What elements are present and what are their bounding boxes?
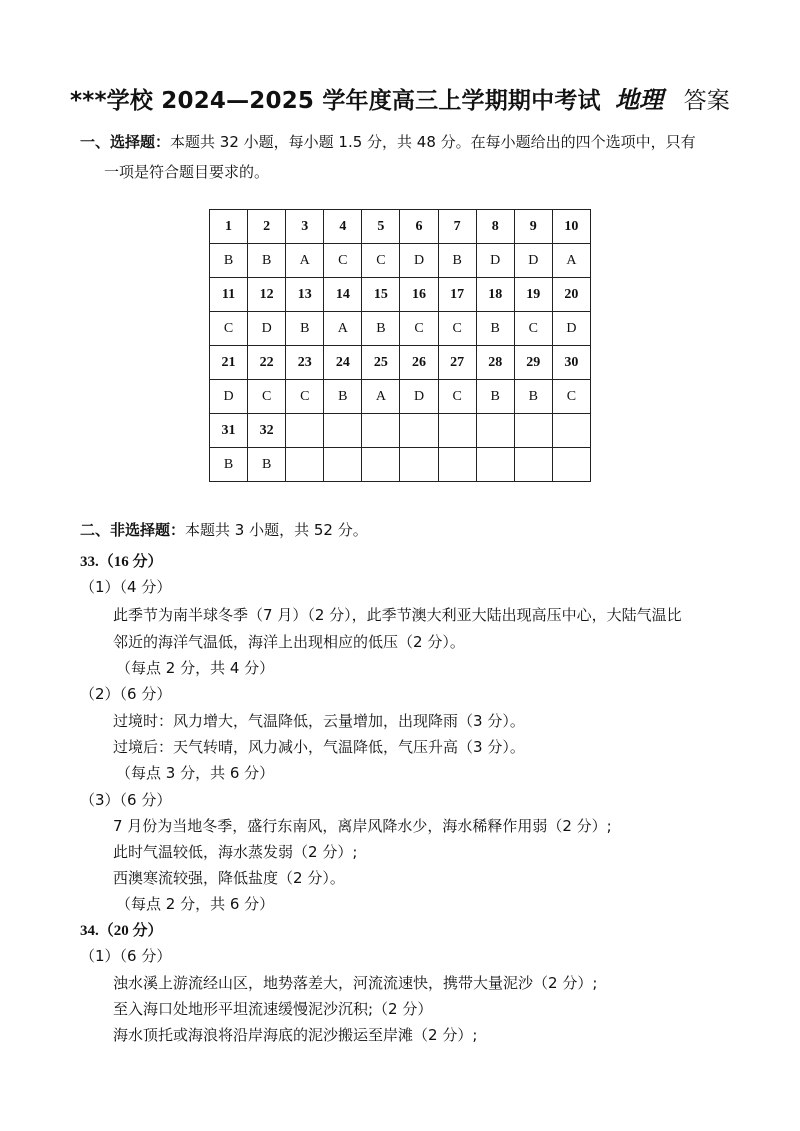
q33-part3-heading: （3）（6 分） — [80, 791, 172, 809]
section-2-label: 二、非选择题： — [80, 521, 186, 539]
q34-part1-line2: 至入海口处地形平坦流速缓慢泥沙沉积;（2 分） — [113, 1000, 433, 1018]
answer-cell: A — [286, 244, 324, 278]
q33-part2-heading: （2）（6 分） — [80, 685, 172, 703]
question-number-cell: 1 — [210, 210, 248, 244]
section-2-heading — [80, 519, 720, 541]
answer-cell — [438, 448, 476, 482]
answer-cell: A — [552, 244, 590, 278]
question-number-cell: 25 — [362, 346, 400, 380]
question-number-cell: 12 — [248, 278, 286, 312]
q34-part1-line3: 海水顶托或海浪将沿岸海底的泥沙搬运至岸滩（2 分）; — [113, 1026, 478, 1044]
answer-cell: C — [400, 312, 438, 346]
q33-part1-note: （每点 2 分，共 4 分） — [116, 659, 275, 677]
answer-cell: A — [362, 380, 400, 414]
answer-cell: C — [438, 312, 476, 346]
question-number-cell: 11 — [210, 278, 248, 312]
question-number-cell: 3 — [286, 210, 324, 244]
question-number-cell: 27 — [438, 346, 476, 380]
table-row-answers — [210, 244, 591, 278]
answer-cell — [552, 448, 590, 482]
answer-cell: C — [248, 380, 286, 414]
answer-cell — [286, 448, 324, 482]
answer-cell: B — [324, 380, 362, 414]
question-number-cell: 28 — [476, 346, 514, 380]
answer-cell: D — [400, 244, 438, 278]
answer-cell: B — [514, 380, 552, 414]
q33-part3-note: （每点 2 分，共 6 分） — [116, 895, 275, 913]
question-number-cell: 18 — [476, 278, 514, 312]
question-number-cell: 13 — [286, 278, 324, 312]
answer-cell — [324, 448, 362, 482]
answer-cell: B — [362, 312, 400, 346]
question-number-cell: 31 — [210, 414, 248, 448]
question-number-cell — [286, 414, 324, 448]
question-number-cell: 16 — [400, 278, 438, 312]
section-2-text: 本题共 3 小题，共 52 分。 — [185, 521, 368, 539]
answer-cell: D — [210, 380, 248, 414]
table-row-numbers — [210, 210, 591, 244]
q33-part3-line2: 此时气温较低，海水蒸发弱（2 分）; — [113, 843, 358, 861]
answer-cell: B — [438, 244, 476, 278]
table-row-answers — [210, 312, 591, 346]
question-number-cell — [324, 414, 362, 448]
answer-cell: C — [210, 312, 248, 346]
table-row-answers — [210, 380, 591, 414]
question-number-cell: 15 — [362, 278, 400, 312]
q33-part2-line2: 过境后：天气转晴，风力减小，气温降低，气压升高（3 分）。 — [113, 738, 525, 756]
question-number-cell: 8 — [476, 210, 514, 244]
answer-cell: D — [552, 312, 590, 346]
answer-cell: B — [286, 312, 324, 346]
question-number-cell: 19 — [514, 278, 552, 312]
q33-part2-line1: 过境时：风力增大，气温降低，云量增加，出现降雨（3 分）。 — [113, 712, 525, 730]
answer-cell: D — [400, 380, 438, 414]
title-subject: 地理 — [614, 85, 664, 114]
answer-cell: B — [210, 448, 248, 482]
question-number-cell: 23 — [286, 346, 324, 380]
question-number-cell: 9 — [514, 210, 552, 244]
question-number-cell: 5 — [362, 210, 400, 244]
question-number-cell — [400, 414, 438, 448]
section-1-text-line1: 本题共 32 小题，每小题 1.5 分，共 48 分。在每小题给出的四个选项中，只有 — [170, 133, 696, 151]
answer-cell: C — [362, 244, 400, 278]
answer-cell: B — [248, 448, 286, 482]
question-number-cell: 10 — [552, 210, 590, 244]
answer-cell — [476, 448, 514, 482]
title-main: ***学校 2024—2025 学年度高三上学期期中考试 — [70, 88, 601, 114]
question-number-cell: 7 — [438, 210, 476, 244]
question-number-cell: 32 — [248, 414, 286, 448]
answer-cell: C — [438, 380, 476, 414]
q33-part3-line3: 西澳寒流较强，降低盐度（2 分）。 — [113, 869, 345, 887]
answer-cell: D — [248, 312, 286, 346]
question-number-cell — [514, 414, 552, 448]
answer-cell: D — [514, 244, 552, 278]
answer-cell: C — [552, 380, 590, 414]
question-number-cell: 4 — [324, 210, 362, 244]
answer-cell: B — [248, 244, 286, 278]
answer-table — [209, 209, 591, 482]
answer-cell — [400, 448, 438, 482]
question-number-cell: 26 — [400, 346, 438, 380]
question-number-cell — [438, 414, 476, 448]
question-number-cell: 6 — [400, 210, 438, 244]
q33-part1-line2: 邻近的海洋气温低，海洋上出现相应的低压（2 分）。 — [113, 633, 465, 651]
question-number-cell: 14 — [324, 278, 362, 312]
question-number-cell — [552, 414, 590, 448]
question-number-cell: 24 — [324, 346, 362, 380]
q34-part1-heading: （1）（6 分） — [80, 947, 172, 965]
question-number-cell: 29 — [514, 346, 552, 380]
question-number-cell — [476, 414, 514, 448]
question-number-cell: 20 — [552, 278, 590, 312]
question-number-cell: 2 — [248, 210, 286, 244]
table-row-numbers — [210, 278, 591, 312]
q34-part1-line1: 浊水溪上游流经山区，地势落差大，河流流速快，携带大量泥沙（2 分）; — [113, 974, 598, 992]
question-number-cell: 30 — [552, 346, 590, 380]
answer-cell — [514, 448, 552, 482]
answer-cell: C — [514, 312, 552, 346]
answer-cell: A — [324, 312, 362, 346]
answer-cell: B — [476, 380, 514, 414]
answer-cell: C — [286, 380, 324, 414]
answer-cell: C — [324, 244, 362, 278]
section-1-label: 一、选择题： — [80, 133, 171, 151]
q33-part3-line1: 7 月份为当地冬季，盛行东南风，离岸风降水少，海水稀释作用弱（2 分）; — [113, 817, 612, 835]
q34-heading: 34.（20 分） — [80, 923, 163, 939]
q33-heading: 33.（16 分） — [80, 554, 163, 570]
title-suffix: 答案 — [683, 88, 730, 114]
q33-part2-note: （每点 3 分，共 6 分） — [116, 764, 275, 782]
table-row-answers — [210, 448, 591, 482]
answer-cell — [362, 448, 400, 482]
answer-cell: B — [476, 312, 514, 346]
page-title — [0, 80, 800, 115]
table-row-numbers — [210, 414, 591, 448]
table-row-numbers — [210, 346, 591, 380]
q33-part1-heading: （1）（4 分） — [80, 578, 172, 596]
section-1-text-line2: 一项是符合题目要求的。 — [104, 163, 270, 181]
question-number-cell — [362, 414, 400, 448]
answer-cell: D — [476, 244, 514, 278]
q33-part1-line1: 此季节为南半球冬季（7 月）（2 分），此季节澳大利亚大陆出现高压中心，大陆气温比 — [113, 606, 682, 624]
section-1-heading — [80, 127, 720, 187]
question-number-cell: 21 — [210, 346, 248, 380]
question-number-cell: 22 — [248, 346, 286, 380]
answer-cell: B — [210, 244, 248, 278]
question-number-cell: 17 — [438, 278, 476, 312]
